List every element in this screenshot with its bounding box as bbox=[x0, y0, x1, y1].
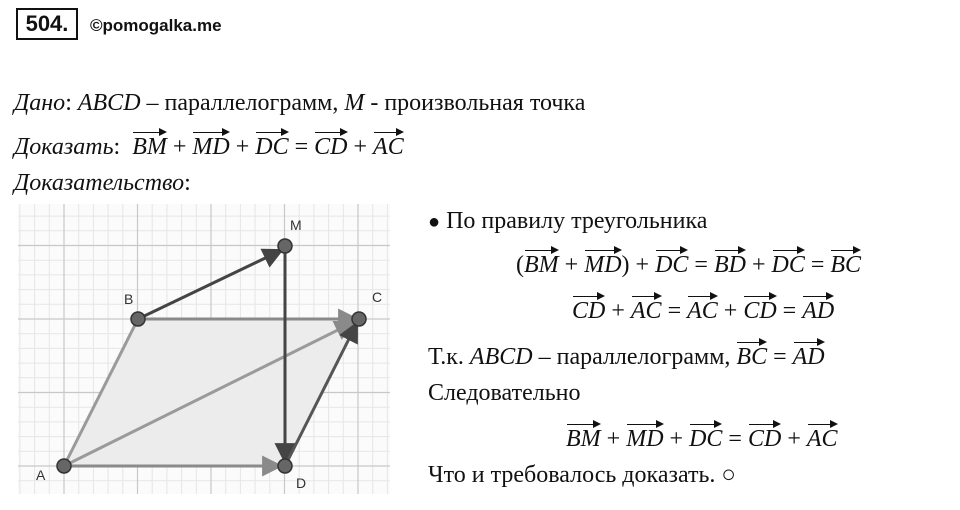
point-c bbox=[352, 312, 366, 326]
task-number-badge: 504. bbox=[16, 8, 78, 40]
label-m: M bbox=[290, 217, 302, 233]
proof-line-4: Т.к. ABCD – параллелограмм, BC = AD bbox=[428, 338, 825, 371]
given-label: Дано bbox=[14, 90, 66, 116]
bullet-icon: ● bbox=[428, 211, 441, 233]
label-a: A bbox=[36, 467, 46, 483]
proof-conclusion: Что и требовалось доказать. ○ bbox=[428, 462, 736, 488]
point-d bbox=[278, 459, 292, 473]
proof-line-rule: ● По правилу треугольника bbox=[428, 208, 708, 234]
vector-md: MD bbox=[192, 128, 229, 161]
label-c: C bbox=[372, 289, 383, 305]
vector-bm: BM bbox=[132, 128, 167, 161]
proof-line-6: BM + MD + DC = CD + AC bbox=[566, 420, 838, 453]
label-d: D bbox=[296, 475, 307, 491]
point-a bbox=[57, 459, 71, 473]
vector-dc: DC bbox=[255, 128, 288, 161]
given-figure: ABCD bbox=[77, 90, 141, 116]
prove-label: Доказать bbox=[14, 134, 114, 160]
vector-cd: CD bbox=[314, 128, 347, 161]
proof-line-3: CD + AC = AC + CD = AD bbox=[572, 292, 834, 325]
proof-line-2: (BM + MD) + DC = BD + DC = BC bbox=[516, 246, 861, 279]
point-m bbox=[278, 239, 292, 253]
proof-heading: Доказательство: bbox=[14, 170, 191, 196]
parallelogram-figure bbox=[18, 204, 390, 494]
proof-line-5: Следовательно bbox=[428, 380, 581, 406]
site-watermark: ©pomogalka.me bbox=[90, 16, 222, 35]
point-b bbox=[131, 312, 145, 326]
label-b: B bbox=[124, 291, 134, 307]
given-line: Дано: ABCD – параллелограмм, M - произвольная точка bbox=[14, 90, 586, 116]
given-point: M bbox=[344, 90, 365, 116]
prove-line: Доказать: BM + MD + DC = CD + AC bbox=[14, 128, 404, 161]
vector-ac: AC bbox=[373, 128, 404, 161]
